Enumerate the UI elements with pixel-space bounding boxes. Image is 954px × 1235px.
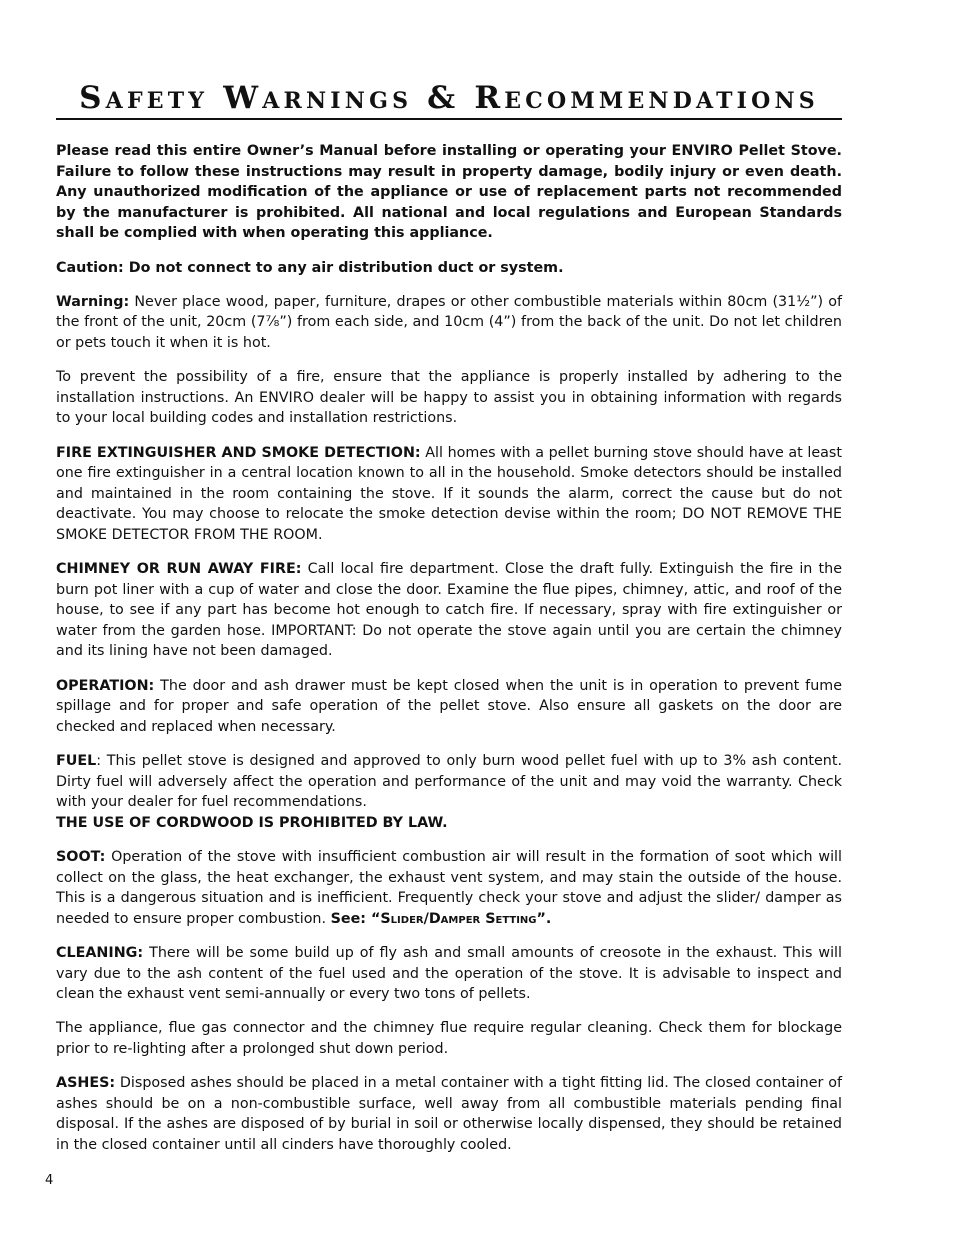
fire-extinguisher-label: FIRE EXTINGUISHER AND SMOKE DETECTION: (56, 444, 421, 461)
page-body (56, 141, 842, 1155)
warning-paragraph (56, 292, 842, 354)
fire-extinguisher-text: All homes with a pellet burning stove should have at least one fire extinguisher in a central location known to all in the household. Smoke detectors should be installed and maintained in the room containing the stove. If it sounds the alarm, correct the cause but do not deactivate. You may choose to relocate the smoke detection devise within the room; DO NOT REMOVE THE SMOKE DETECTOR FROM THE ROOM. (56, 444, 842, 543)
soot-see-suffix: ”. (536, 910, 552, 927)
ashes-paragraph (56, 1073, 842, 1155)
soot-see-prefix: See: “ (330, 910, 381, 927)
warning-label: Warning: (56, 293, 130, 310)
soot-text: Operation of the stove with insufficient combustion air will result in the formation of soot which will collect on the glass, the heat exchanger, the exhaust vent system, and may stain the outside of the house. This is a dangerous situation and is inefficient. Frequently check your stove and adjust the slider/ damper as needed to ensure proper combustion. (56, 848, 842, 927)
prevent-fire-paragraph: To prevent the possibility of a fire, ensure that the appliance is properly installed by adhering to the installation instructions. An ENVIRO dealer will be happy to assist you in obtaining information with regards to your local building codes and installation restrictions. (56, 369, 842, 427)
page-title: Safety Warnings & Recommendations (56, 80, 842, 120)
warning-text: Never place wood, paper, furniture, drapes or other combustible materials within 80cm (31½”) of the front of the unit, 20cm (7⅞”) from each side, and 10cm (4”) from the back of the unit. Do not let children or pets touch it when it is hot. (56, 293, 842, 351)
cordwood-prohibited-notice: THE USE OF CORDWOOD IS PROHIBITED BY LAW. (56, 814, 448, 831)
ashes-label: ASHES: (56, 1075, 116, 1092)
operation-text: The door and ash drawer must be kept closed when the unit is in operation to prevent fume spillage and for proper and safe operation of the pellet stove. Also ensure all gaskets on the door are checked and replaced when necessary. (56, 677, 842, 735)
fuel-paragraph (56, 751, 842, 813)
chimney-fire-text: Call local fire department. Close the draft fully. Extinguish the fire in the burn pot liner with a cup of water and close the door. Examine the flue pipes, chimney, attic, and roof of the house, to see if any part has become hot enough to catch fire. If necessary, spray with fire extinguisher or water from the garden hose. IMPORTANT: Do not operate the stove again until you are certain the chimney and its lining have not been damaged. (56, 561, 843, 660)
chimney-fire-paragraph (56, 559, 842, 662)
manual-page (56, 80, 842, 1169)
cleaning-text: There will be some build up of fly ash and small amounts of creosote in the exhaust. This will vary due to the ash content of the fuel used and the operation of the stove. It is advisable to inspect and clean the exhaust vent semi-annually or every two tons of pellets. (56, 944, 842, 1003)
fire-extinguisher-paragraph (56, 443, 842, 546)
cleaning-paragraph (56, 943, 842, 1005)
slider-damper-setting-reference: Slider/Damper Setting (380, 910, 537, 927)
operation-label: OPERATION: (56, 677, 155, 694)
intro-paragraph: Please read this entire Owner’s Manual before installing or operating your ENVIRO Pellet Stove. Failure to follow these instructions may result in property damage, bodily injury or even death. Any unauthorized modification of the appliance or use of replacement parts not recommended by the manufacturer is prohibited. All national and local regulations and European Standards shall be complied with when operating this appliance. (56, 143, 842, 242)
caution-paragraph: Caution: Do not connect to any air distribution duct or system. (56, 259, 564, 276)
fuel-text: : This pellet stove is designed and approved to only burn wood pellet fuel with up to 3% ash content. Dirty fuel will adversely affect the operation and performance of the unit and may void the warranty. Check with your dealer for fuel recommendations. (56, 753, 842, 811)
soot-label: SOOT: (56, 848, 106, 865)
cleaning-label: CLEANING: (56, 944, 144, 961)
soot-paragraph (56, 847, 842, 929)
flue-cleaning-paragraph: The appliance, flue gas connector and the chimney flue require regular cleaning. Check them for blockage prior to re-lighting after a prolonged shut down period. (56, 1020, 842, 1057)
operation-paragraph (56, 676, 842, 738)
ashes-text: Disposed ashes should be placed in a metal container with a tight fitting lid. The closed container of ashes should be on a non-combustible surface, well away from all combustible materials pending final disposal. If the ashes are disposed of by burial in soil or otherwise locally dispensed, they should be retained in the closed container until all cinders have thoroughly cooled. (56, 1075, 842, 1153)
chimney-fire-label: CHIMNEY OR RUN AWAY FIRE: (56, 561, 302, 578)
fuel-label: FUEL (56, 753, 97, 769)
page-number: 4 (45, 1173, 54, 1188)
